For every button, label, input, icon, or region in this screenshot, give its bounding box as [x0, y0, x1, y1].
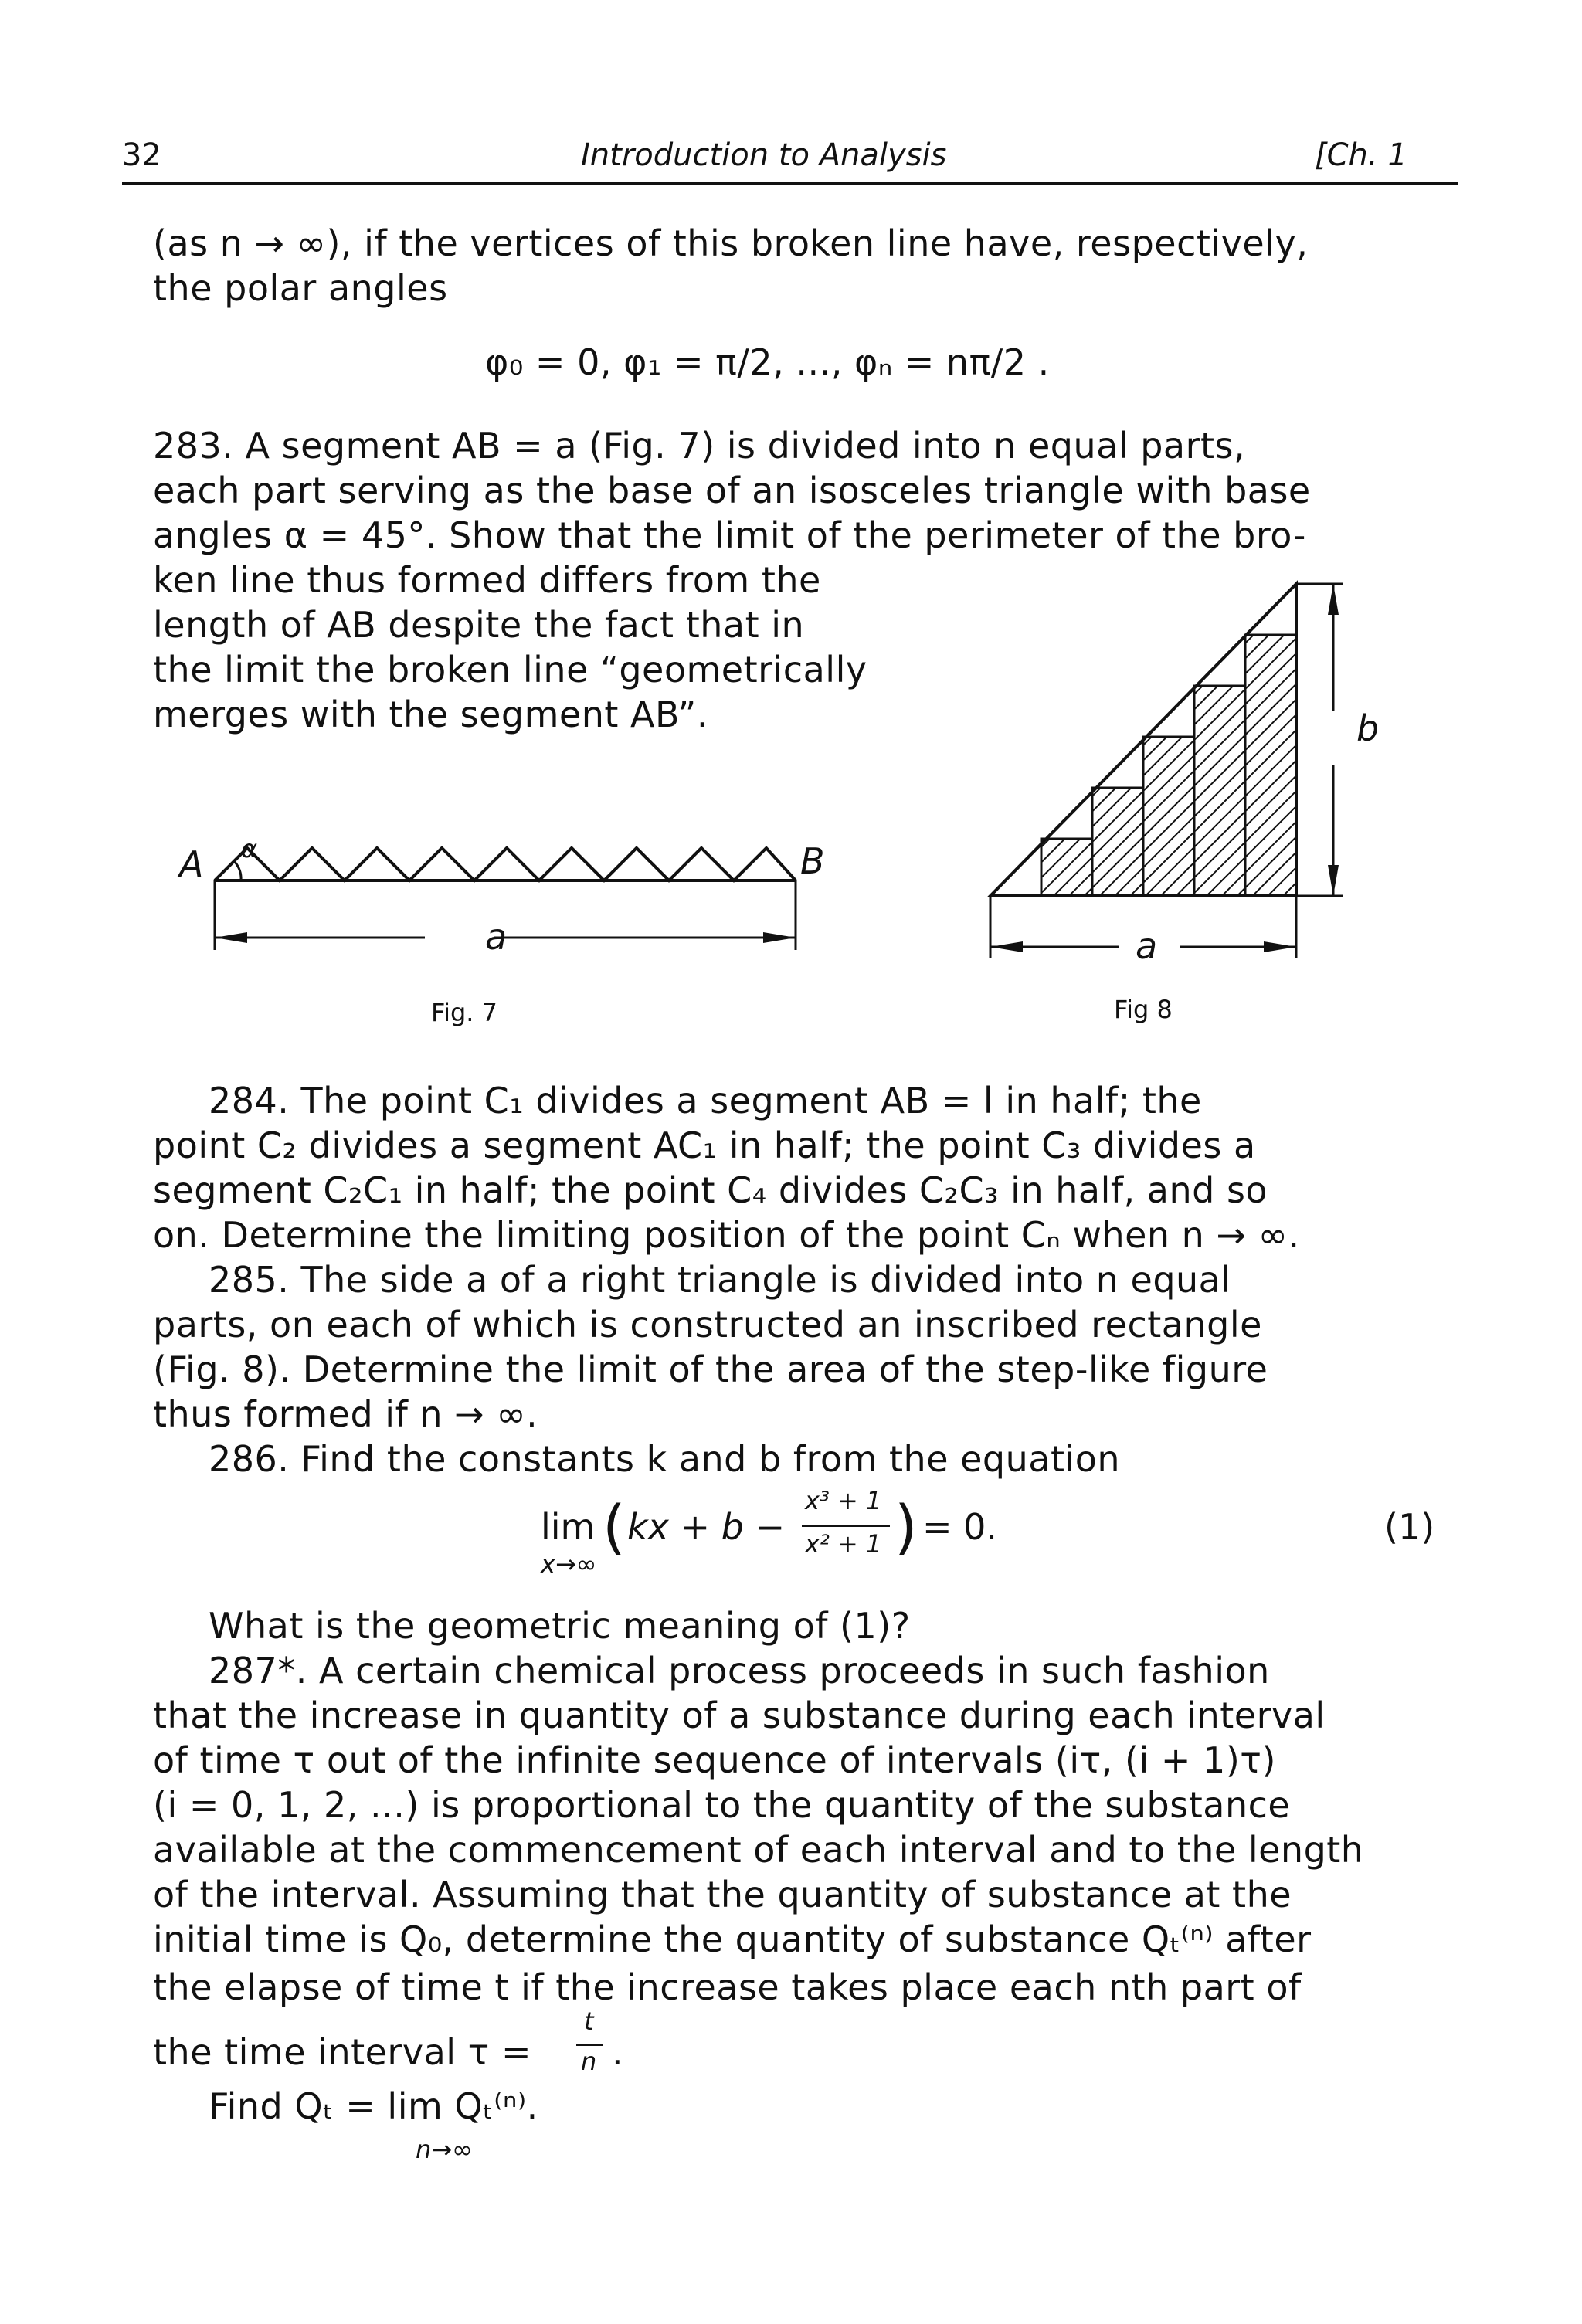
problem-286-line-2: What is the geometric meaning of (1)? [209, 1605, 911, 1647]
figure-7 [201, 796, 834, 981]
problem-285-line-4: thus formed if n → ∞. [153, 1393, 538, 1435]
tau-denominator: n [581, 2047, 597, 2076]
problem-284-line-3: segment C₂C₁ in half; the point C₄ divides C₂C₃ in half, and so [153, 1169, 1268, 1211]
fig7-caption: Fig. 7 [431, 998, 497, 1027]
problem-287-line-4: (i = 0, 1, 2, ...) is proportional to the quantity of the substance [153, 1784, 1291, 1826]
close-paren: ) [895, 1492, 918, 1561]
problem-283-line-6: the limit the broken line “geometrically [153, 649, 867, 690]
figure-8 [979, 556, 1381, 973]
problem-286-line-1: 286. Find the constants k and b from the equation [209, 1438, 1121, 1480]
fig7-label-a: a [485, 916, 508, 958]
running-title: Introduction to Analysis [581, 137, 947, 173]
tau-period: . [612, 2031, 624, 2073]
problem-287-line-3: of time τ out of the infinite sequence of intervals (iτ, (i + 1)τ) [153, 1739, 1276, 1781]
tau-fraction-bar [576, 2044, 603, 2046]
page-number: 32 [122, 137, 161, 173]
tau-numerator: t [584, 2007, 594, 2036]
problem-284-line-1: 284. The point C₁ divides a segment AB = l in half; the [209, 1080, 1202, 1121]
problem-283-line-4: ken line thus formed differs from the [153, 559, 821, 601]
fraction-denominator: x² + 1 [805, 1529, 882, 1559]
fraction-numerator: x³ + 1 [805, 1486, 882, 1515]
lim-operator: lim [541, 1506, 596, 1548]
problem-285-line-2: parts, on each of which is constructed an inscribed rectangle [153, 1304, 1262, 1345]
fig8-label-a: a [1136, 925, 1158, 967]
problem-285-line-3: (Fig. 8). Determine the limit of the area of the step-like figure [153, 1349, 1268, 1390]
chapter-label: [Ch. 1 [1315, 137, 1407, 173]
problem-284-line-4: on. Determine the limiting position of the point Cₙ when n → ∞. [153, 1214, 1300, 1256]
problem-287-line-6: of the interval. Assuming that the quantity of substance at the [153, 1874, 1292, 1915]
header-rule [122, 182, 1458, 185]
problem-283-line-3: angles α = 45°. Show that the limit of the perimeter of the bro- [153, 514, 1306, 556]
problem-287-line-1: 287*. A certain chemical process proceeds in such fashion [209, 1650, 1270, 1691]
intro-line-2: the polar angles [153, 267, 448, 309]
problem-287-line-2: that the increase in quantity of a substance during each interval [153, 1695, 1326, 1736]
fig8-label-b: b [1356, 707, 1380, 749]
fig7-label-A: A [179, 843, 204, 885]
problem-283-line-1: 283. A segment AB = a (Fig. 7) is divided into n equal parts, [153, 425, 1246, 466]
problem-287-line-7: initial time is Q₀, determine the quantity of substance Qₜ⁽ⁿ⁾ after [153, 1919, 1312, 1960]
problem-283-line-7: merges with the segment AB”. [153, 694, 708, 735]
tau-line: the time interval τ = [153, 2031, 532, 2073]
formula-body: kx + b − [627, 1506, 786, 1548]
fig7-label-B: B [800, 840, 826, 882]
problem-283-line-5: length of AB despite the fact that in [153, 604, 805, 646]
lim-subscript: x→∞ [541, 1549, 597, 1579]
find-line: Find Qₜ = lim Qₜ⁽ⁿ⁾. [209, 2085, 538, 2127]
fig7-label-alpha: α [241, 834, 258, 863]
equation-number: (1) [1384, 1506, 1435, 1548]
open-paren: ( [603, 1492, 626, 1561]
polar-angles-formula: φ₀ = 0, φ₁ = π/2, ..., φₙ = nπ/2 . [485, 341, 1050, 383]
problem-284-line-2: point C₂ divides a segment AC₁ in half; the point C₃ divides a [153, 1125, 1256, 1166]
fig8-caption: Fig 8 [1114, 995, 1173, 1024]
intro-line-1: (as n → ∞), if the vertices of this broken line have, respectively, [153, 222, 1309, 264]
problem-287-line-8: the elapse of time t if the increase takes place each nth part of [153, 1966, 1302, 2008]
problem-285-line-1: 285. The side a of a right triangle is divided into n equal [209, 1259, 1231, 1301]
formula-rhs: = 0. [922, 1506, 998, 1548]
problem-283-line-2: each part serving as the base of an isosceles triangle with base [153, 470, 1311, 511]
fraction-bar [802, 1525, 890, 1527]
problem-287-line-5: available at the commencement of each interval and to the length [153, 1829, 1364, 1871]
find-lim-subscript: n→∞ [416, 2135, 473, 2164]
